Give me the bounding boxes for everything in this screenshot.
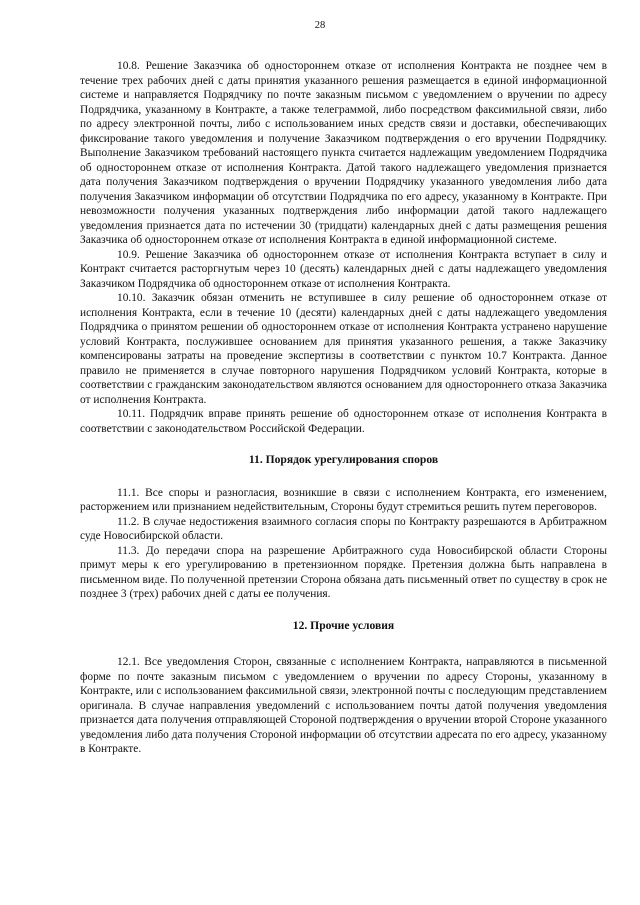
clause-10-11: 10.11. Подрядчик вправе принять решение об одностороннем отказе от исполнения Контракта в соответствии с законодательством Российской Федерации. <box>80 408 607 435</box>
clause-10-8: 10.8. Решение Заказчика об одностороннем отказе от исполнения Контракта не позднее чем в течение трех рабочих дней с даты принятия указанного решения размещается в единой информационной системе и направляется Подрядчику по почте заказным письмом с уведомлением о вручении по адресу Подрядчика, указанному в Контракте, а также телеграммой, либо посредством факсимильной связи, либо по адресу электронной почты, либо с использованием иных средств связи и доставки, обеспечивающих фиксирование такого уведомления и получение Заказчиком подтверждения о его вручении Подрядчику. Выполнение Заказчиком требований настоящего пункта считается надлежащим уведомлением Подрядчика об одностороннем отказе от исполнения Контракта. Датой такого надлежащего уведомления признается дата получения Заказчиком подтверждения о вручении Подрядчику указанного уведомления либо дата получения Заказчиком информации об отсутствии Подрядчика по его адресу, указанному в Контракте. При невозможности получения указанных подтверждения либо информации датой такого надлежащего уведомления признается дата по истечении 30 (тридцати) календарных дней с даты размещения решения Заказчика об одностороннем отказе от исполнения Контракта в единой информационной системе. <box>80 60 607 246</box>
section-spacer <box>80 633 607 655</box>
document-body <box>80 59 607 757</box>
clause-10-9: 10.9. Решение Заказчика об одностороннем отказе от исполнения Контракта вступает в силу и Контракт считается расторгнутым через 10 (десять) календарных дней с даты надлежащего уведомления Заказчиком Подрядчика об одностороннем отказе от исполнения Контракта. <box>80 248 607 290</box>
section-12-heading: 12. Прочие условия <box>292 618 395 632</box>
section-spacer <box>80 436 607 453</box>
section-spacer <box>80 602 607 619</box>
clause-10-10: 10.10. Заказчик обязан отменить не вступившее в силу решение об одностороннем отказе от исполнения Контракта, если в течение 10 (десяти) календарных дней с даты надлежащего уведомления Подрядчика о принятом решении об одностороннем отказе от исполнения Контракта устранено нарушение условий Контракта, послужившее основанием для принятия указанного решения, а также Заказчику компенсированы затраты на проведение экспертизы в соответствии с пунктом 10.7 Контракта. Данное правило не применяется в случае повторного нарушения Подрядчиком условий Контракта, которые в соответствии с гражданским законодательством являются основанием для одностороннего отказа Заказчика от исполнения Контракта. <box>80 292 607 406</box>
clause-11-1: 11.1. Все споры и разногласия, возникшие в связи с исполнением Контракта, его изменением, расторжением или признанием недействительным, Стороны будут стремиться решить путем переговоров. <box>80 486 607 513</box>
clause-11-3: 11.3. До передачи спора на разрешение Арбитражного суда Новосибирской области Стороны примут меры к его урегулированию в претензионном порядке. Претензия должна быть направлена в письменном виде. По полученной претензии Сторона обязана дать письменный ответ по существу в срок не позднее 3 (трех) рабочих дней с даты ее получения. <box>80 544 607 600</box>
section-spacer <box>80 468 607 486</box>
page-number: 28 <box>314 20 326 31</box>
section-11-heading: 11. Порядок урегулирования споров <box>248 453 439 466</box>
clause-12-1: 12.1. Все уведомления Сторон, связанные с исполнением Контракта, направляются в письменной форме по почте заказным письмом с уведомлением о вручении по адресу Стороны, указанному в Контракте, или с использованием факсимильной связи, электронной почты с последующим представлением оригинала. В случае направления уведомлений с использованием почты датой получения уведомления признается дата получения отправляющей Стороной подтверждения о вручении второй Стороне указанного уведомления либо дата получения Стороной информации об отсутствии адресата по его адресу, указанному в Контракте. <box>80 656 607 755</box>
clause-11-2: 11.2. В случае недостижения взаимного согласия споры по Контракту разрешаются в Арбитражном суде Новосибирской области. <box>80 515 607 542</box>
